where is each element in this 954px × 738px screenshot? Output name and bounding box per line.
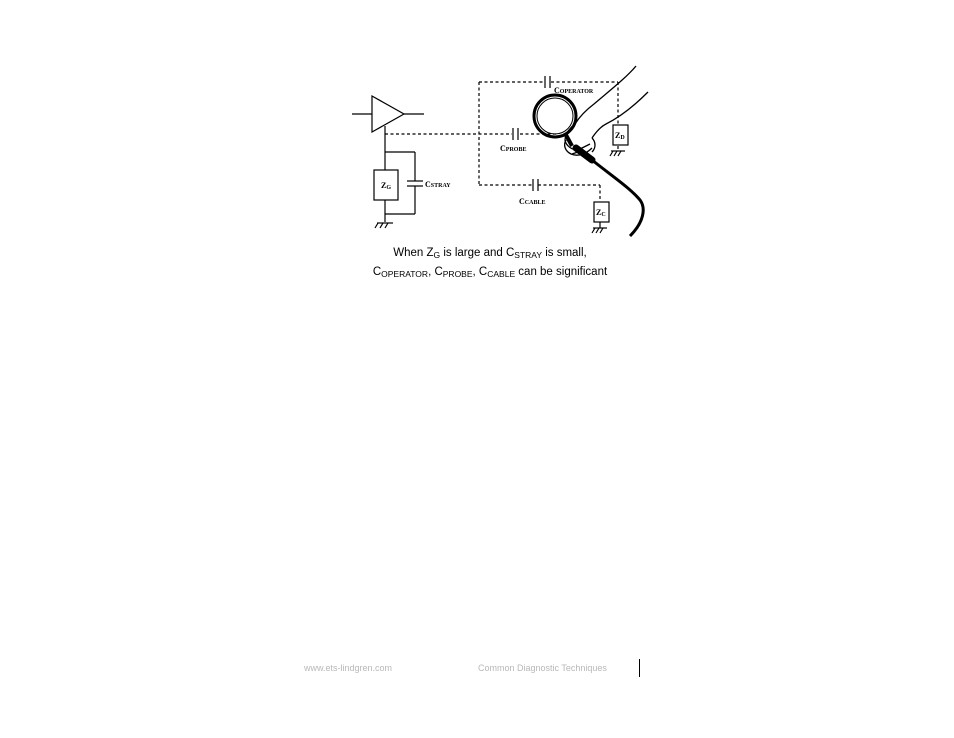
capacitor-cprobe <box>513 128 518 140</box>
operator-hand-icon <box>565 66 648 155</box>
probe-loop-icon <box>534 95 576 146</box>
footer-section-title: Common Diagnostic Techniques <box>478 663 607 673</box>
probe-cable <box>576 148 643 236</box>
caption-line-2: $C_{OPERATOR}$, $C_{PROBE}$, $C_{CABLE}$ can be significant <box>372 266 608 279</box>
ccable-label: CCABLE <box>519 197 546 206</box>
zg-label: ZG <box>381 181 392 191</box>
capacitor-coperator <box>545 76 550 88</box>
ground-icon <box>375 223 393 228</box>
cprobe-label: CPROBE <box>500 144 527 153</box>
footer-website: www.ets-lindgren.com <box>304 663 393 673</box>
caption-line-1: When $Z_G$ is large and $C_{STRAY}$ is small, <box>393 247 587 260</box>
coperator-label: COPERATOR <box>554 86 594 95</box>
footer-divider <box>639 659 640 677</box>
cstray-label: CSTRAY <box>425 180 451 189</box>
zd-label: ZD <box>615 131 625 141</box>
dashed-coupling-paths <box>385 82 618 202</box>
zd-impedance <box>610 125 628 156</box>
zc-label: ZC <box>596 208 606 218</box>
capacitor-ccable <box>533 179 538 191</box>
amplifier-symbol <box>352 96 424 152</box>
